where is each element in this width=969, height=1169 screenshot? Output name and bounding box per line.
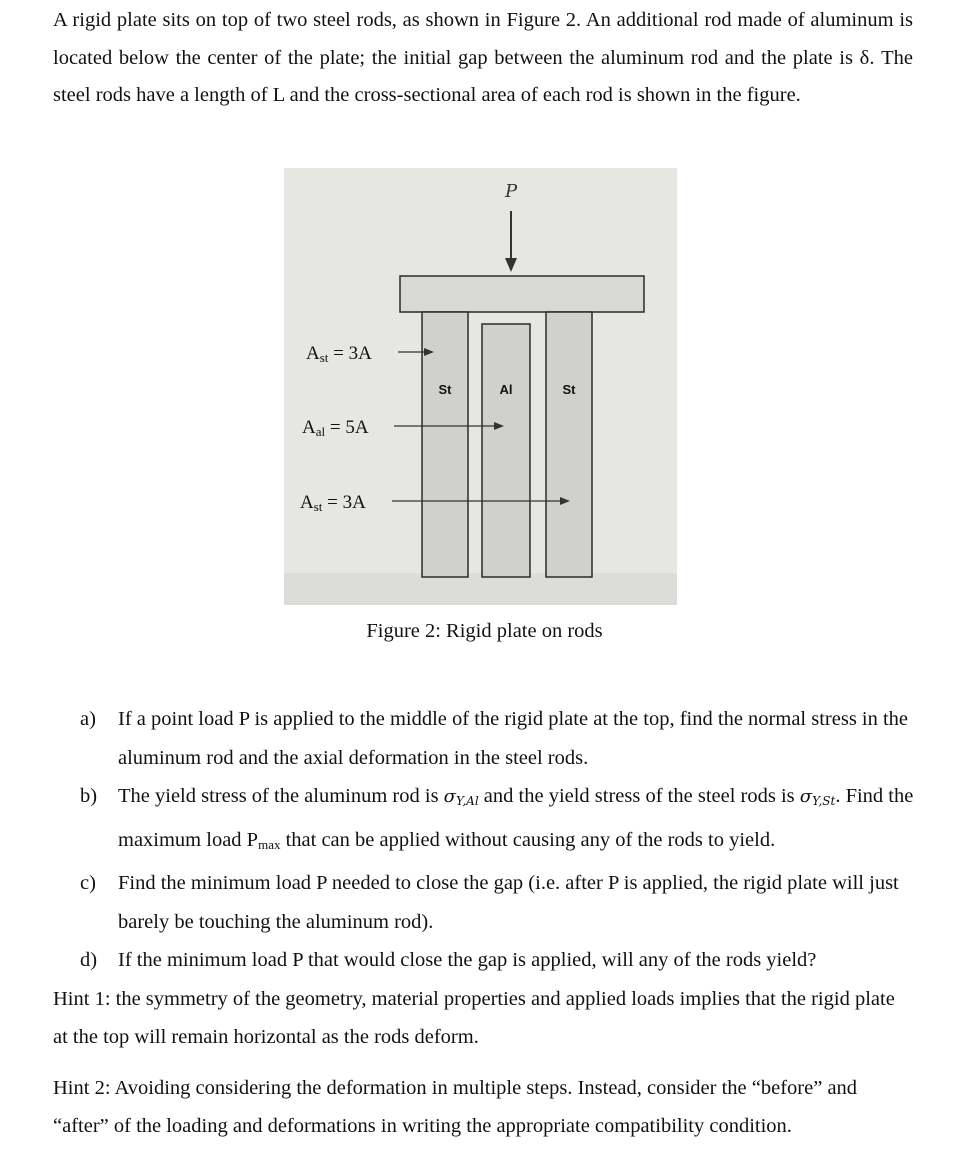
question-c [80,864,920,941]
load-label: P [504,181,518,202]
rod-label-aluminum: Al [499,382,513,397]
area-label-steel-bottom: Ast = 3A [300,492,366,514]
question-list [80,700,920,980]
aluminum-rod [482,324,530,577]
figure-diagram [284,168,677,605]
question-a [80,700,920,777]
question-text: If a point load P is applied to the middle of the rigid plate at the top, find the normal stress in the aluminum rod and the axial deformation in the steel rods. [118,708,909,769]
rigid-plate [400,276,644,312]
hint-1: Hint 1: the symmetry of the geometry, material properties and applied loads implies that the rigid plate at the top will remain horizontal as the rods deform. [53,988,895,1048]
question-text: Find the minimum load P needed to close the gap (i.e. after P is applied, the rigid plate will just barely be touching the aluminum rod). [118,872,899,933]
rod-label-steel-right: St [562,382,576,397]
question-marker: a) [80,708,96,730]
figure-floor [284,573,677,605]
sigma-al-symbol: σ [443,786,456,807]
figure-rigid-plate [284,168,677,605]
question-d [80,941,920,980]
problem-intro: A rigid plate sits on top of two steel rods, as shown in Figure 2. An additional rod made of aluminum is located below the center of the plate; the initial gap between the aluminum rod and the plate is δ. The steel rods have a length of L and the cross-sectional area of each rod is shown in the figure. [53,9,913,106]
figure-caption: Figure 2: Rigid plate on rods [366,620,603,642]
area-label-aluminum: Aal = 5A [302,417,369,439]
rod-label-steel-left: St [438,382,452,397]
steel-rod-right [546,312,592,577]
question-marker: c) [80,872,96,894]
question-marker: b) [80,785,98,807]
question-marker: d) [80,949,98,971]
hint-2: Hint 2: Avoiding considering the deformation in multiple steps. Instead, consider the “before” and “after” of the loading and deformations in writing the appropriate compatibility condition. [53,1077,858,1137]
sigma-st-symbol: σ [799,786,813,807]
figure-background [284,168,677,605]
area-label-steel-top: Ast = 3A [306,343,372,365]
question-b [80,777,920,864]
question-text: If the minimum load P that would close the gap is applied, will any of the rods yield? [118,949,817,971]
question-text: The yield stress of the aluminum rod is $\sigma_{Y,Al}$ and the yield stress of the steel rods is $\sigma_{Y,St}$. Find the maximum load $P_{max}$ that can be applied without causing any of the rods to yield. [118,785,914,852]
